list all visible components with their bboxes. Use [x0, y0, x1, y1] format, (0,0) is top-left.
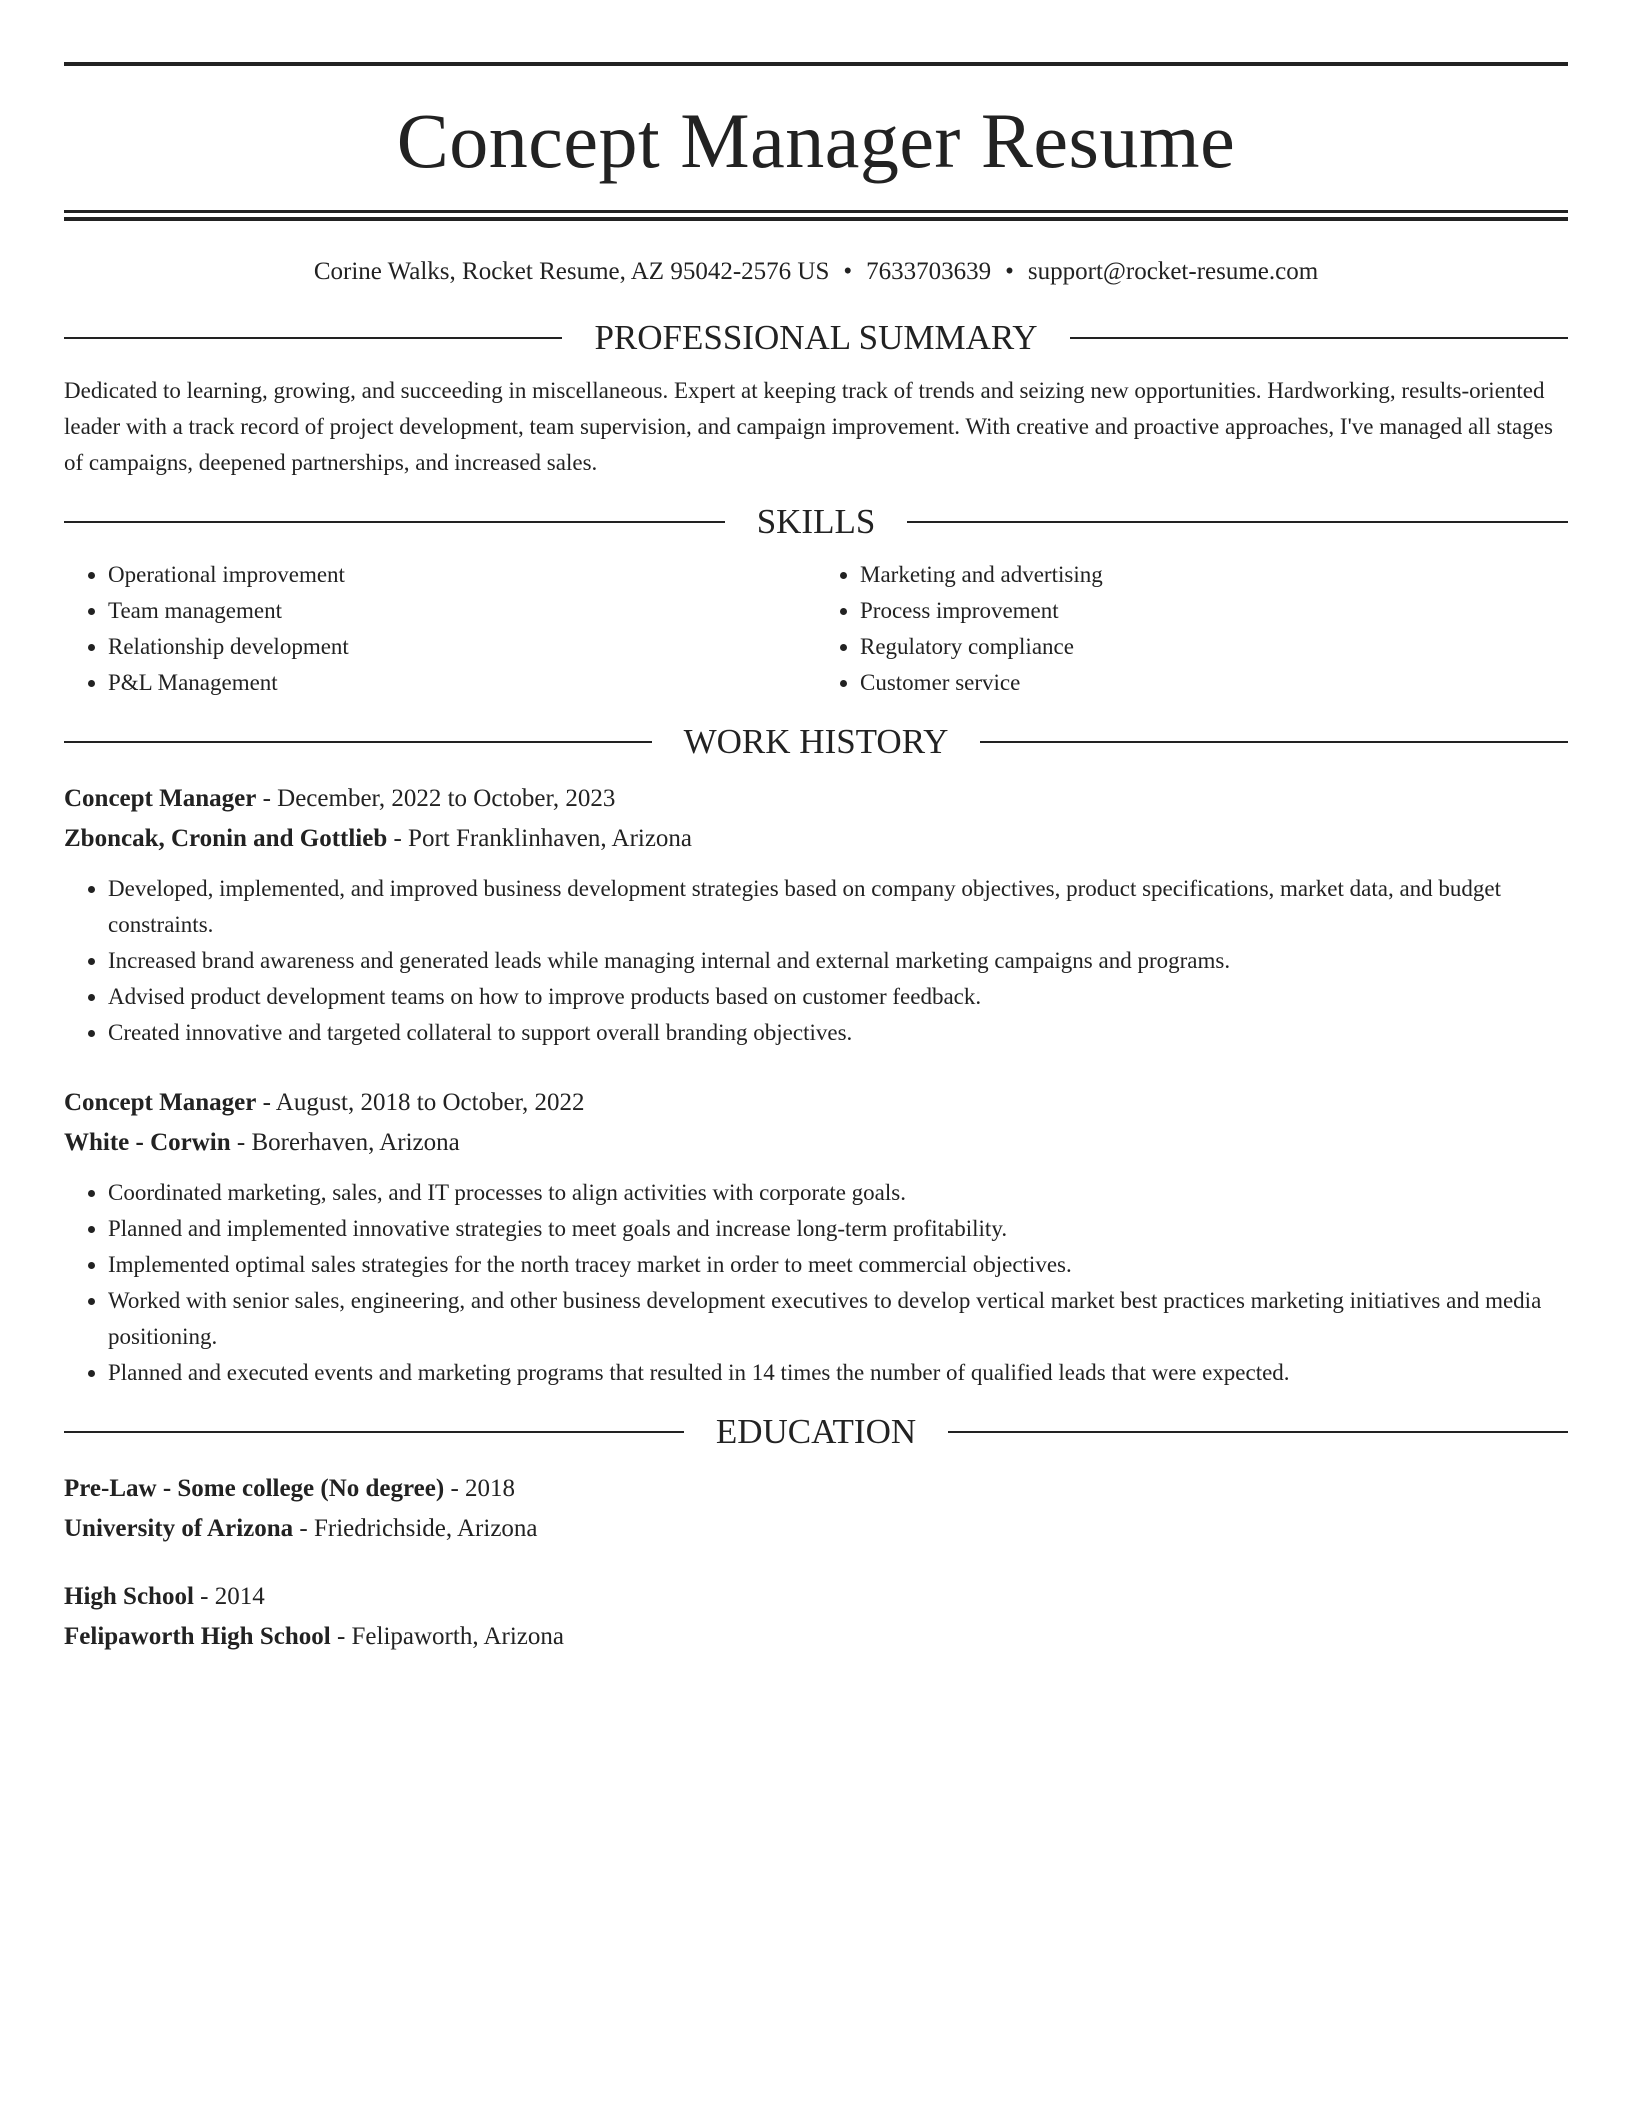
- job-dates: - December, 2022 to October, 2023: [256, 785, 616, 812]
- job-bullet: • Planned and implemented innovative strategies to meet goals and increase long-term profitability.: [108, 1211, 1568, 1247]
- section-header-education: [64, 1411, 1568, 1453]
- job-bullet: • Increased brand awareness and generated leads while managing internal and external marketing campaigns and programs.: [108, 943, 1568, 979]
- education-degree-line: [64, 1469, 1568, 1509]
- education-degree-line: [64, 1577, 1568, 1617]
- skills-list: [64, 557, 1568, 701]
- skill-item: • Process improvement: [860, 593, 1568, 629]
- section-header-work: [64, 721, 1568, 763]
- job-bullets: [64, 871, 1568, 1051]
- education-entry: [64, 1577, 1568, 1657]
- contact-separator: •: [843, 258, 853, 285]
- job-location: - Borerhaven, Arizona: [230, 1129, 460, 1156]
- section-rule: [64, 337, 562, 339]
- education-school: Felipaworth High School: [64, 1623, 331, 1650]
- contact-email: support@rocket-resume.com: [1027, 258, 1319, 285]
- job-company: Zboncak, Cronin and Gottlieb: [64, 825, 388, 852]
- education-location: - Friedrichside, Arizona: [293, 1515, 538, 1542]
- education-year: - 2014: [193, 1583, 265, 1610]
- summary-text: Dedicated to learning, growing, and succeeding in miscellaneous. Expert at keeping track of trends and seizing new opportunities. Hardworking, results-oriented leader with a track record of project development, team supervision, and campaign improvement. With creative and proactive approaches, I've managed all stages of campaigns, deepened partnerships, and increased sales.: [64, 378, 1553, 475]
- education-entry: [64, 1469, 1568, 1549]
- section-rule: [907, 521, 1568, 523]
- job-company-line: [64, 1123, 1568, 1163]
- section-rule: [64, 1431, 684, 1433]
- job-title-line: [64, 1083, 1568, 1123]
- education-school-line: [64, 1617, 1568, 1657]
- education-school-line: [64, 1509, 1568, 1549]
- section-title-education: EDUCATION: [715, 1412, 917, 1451]
- skill-item: • Operational improvement: [108, 557, 816, 593]
- skills-column-right: [816, 557, 1568, 701]
- section-title-skills: SKILLS: [756, 502, 876, 541]
- education-year: - 2018: [444, 1475, 516, 1502]
- skill-item: • P&L Management: [108, 665, 816, 701]
- contact-address: Corine Walks, Rocket Resume, AZ 95042-2576 US: [313, 258, 830, 285]
- resume-title: Concept Manager Resume: [396, 97, 1236, 184]
- job-bullet: • Coordinated marketing, sales, and IT processes to align activities with corporate goals.: [108, 1175, 1568, 1211]
- job-bullets: [64, 1175, 1568, 1391]
- job-bullet: • Implemented optimal sales strategies for the north tracey market in order to meet commercial objectives.: [108, 1247, 1568, 1283]
- section-rule: [1070, 337, 1568, 339]
- job-entry: [64, 779, 1568, 1051]
- skill-item: • Regulatory compliance: [860, 629, 1568, 665]
- job-bullet: • Created innovative and targeted collateral to support overall branding objectives.: [108, 1015, 1568, 1051]
- job-bullet: • Planned and executed events and marketing programs that resulted in 14 times the number of qualified leads that were expected.: [108, 1355, 1568, 1391]
- education-location: - Felipaworth, Arizona: [330, 1623, 564, 1650]
- job-title: Concept Manager: [64, 785, 257, 812]
- section-title-work: WORK HISTORY: [683, 722, 949, 761]
- title-double-rule: [64, 210, 1568, 221]
- job-dates: - August, 2018 to October, 2022: [256, 1089, 585, 1116]
- contact-line: [64, 257, 1568, 287]
- contact-phone: 7633703639: [866, 258, 992, 285]
- job-title-line: [64, 779, 1568, 819]
- education-school: University of Arizona: [64, 1515, 294, 1542]
- job-entry: [64, 1083, 1568, 1391]
- job-location: - Port Franklinhaven, Arizona: [387, 825, 693, 852]
- job-company: White - Corwin: [64, 1129, 231, 1156]
- section-rule: [64, 521, 725, 523]
- skill-item: • Marketing and advertising: [860, 557, 1568, 593]
- section-header-summary: [64, 317, 1568, 359]
- education-degree: Pre-Law - Some college (No degree): [64, 1475, 445, 1502]
- top-rule: [64, 62, 1568, 66]
- skill-item: • Team management: [108, 593, 816, 629]
- section-rule: [980, 741, 1568, 743]
- education-degree: High School: [64, 1583, 194, 1610]
- job-company-line: [64, 819, 1568, 859]
- section-title-summary: PROFESSIONAL SUMMARY: [594, 318, 1038, 357]
- section-rule: [64, 741, 652, 743]
- section-rule: [948, 1431, 1568, 1433]
- skill-item: • Relationship development: [108, 629, 816, 665]
- job-bullet: • Advised product development teams on how to improve products based on customer feedback.: [108, 979, 1568, 1015]
- job-title: Concept Manager: [64, 1089, 257, 1116]
- skill-item: • Customer service: [860, 665, 1568, 701]
- skills-column-left: [64, 557, 816, 701]
- job-bullet: • Worked with senior sales, engineering, and other business development executives to develop vertical market best practices marketing initiatives and media positioning.: [108, 1283, 1568, 1355]
- job-bullet: • Developed, implemented, and improved business development strategies based on company objectives, product specifications, market data, and budget constraints.: [108, 871, 1568, 943]
- contact-separator: •: [1005, 258, 1014, 285]
- section-header-skills: [64, 501, 1568, 543]
